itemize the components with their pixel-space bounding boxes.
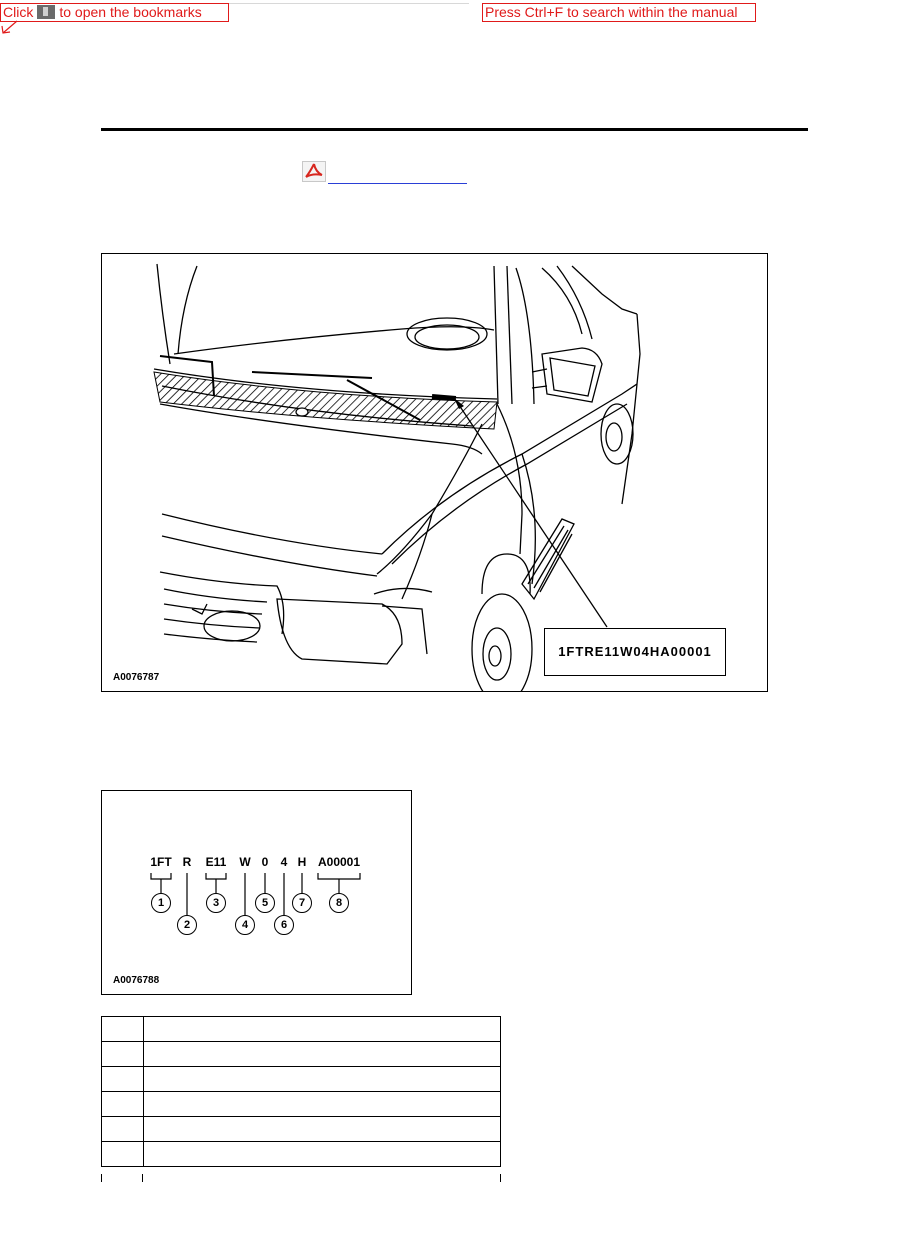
callout-number: 5 [255, 893, 275, 913]
corner-arrow-icon [0, 20, 20, 36]
item-number-cell [102, 1042, 144, 1067]
item-description-cell [144, 1092, 501, 1117]
item-description-cell [144, 1067, 501, 1092]
callout-number: 4 [235, 915, 255, 935]
vin-segment: A00001 [317, 855, 361, 869]
callout-number: 8 [329, 893, 349, 913]
table-row [102, 1117, 501, 1142]
pdf-link-icon[interactable] [302, 161, 326, 182]
bookmark-icon[interactable] [37, 5, 55, 19]
bookmarks-hint-before: Click [3, 4, 34, 20]
truck-illustration [102, 254, 767, 691]
item-number-cell [102, 1142, 144, 1167]
banner-divider [229, 3, 469, 4]
table-row [102, 1017, 501, 1042]
page-header-rule [101, 128, 808, 131]
item-description-cell [144, 1017, 501, 1042]
vin-breakdown-brackets [102, 791, 411, 994]
vin-segment: 4 [280, 855, 288, 869]
vin-breakdown-figure [101, 790, 412, 995]
vin-callout-label: 1FTRE11W04HA00001 [544, 628, 726, 676]
search-hint-banner[interactable] [482, 3, 756, 22]
table-row [102, 1092, 501, 1117]
figure-id: A0076788 [113, 975, 160, 986]
bookmarks-hint-after: to open the bookmarks [59, 4, 202, 20]
callout-number: 2 [177, 915, 197, 935]
vin-location-figure [101, 253, 768, 692]
callout-number: 3 [206, 893, 226, 913]
vin-segment: 0 [261, 855, 269, 869]
item-number-cell [102, 1067, 144, 1092]
vin-legend-table [101, 1016, 501, 1167]
table-row [102, 1042, 501, 1067]
callout-number: 1 [151, 893, 171, 913]
table-row [102, 1142, 501, 1167]
vin-segment: W [239, 855, 251, 869]
table-continuation [101, 1174, 501, 1182]
callout-number: 7 [292, 893, 312, 913]
figure-id: A0076787 [113, 672, 160, 683]
item-number-cell [102, 1117, 144, 1142]
item-description-cell [144, 1142, 501, 1167]
item-description-cell [144, 1042, 501, 1067]
pdf-link-underline[interactable] [328, 183, 467, 184]
item-number-cell [102, 1092, 144, 1117]
search-hint-text: Press Ctrl+F to search within the manual [485, 4, 738, 20]
vin-segment: R [182, 855, 192, 869]
item-number-cell [102, 1017, 144, 1042]
table-row [102, 1067, 501, 1092]
item-description-cell [144, 1117, 501, 1142]
callout-number: 6 [274, 915, 294, 935]
bookmarks-hint-banner[interactable] [0, 3, 229, 22]
vin-segment: 1FT [150, 855, 172, 869]
vin-segment: E11 [205, 855, 227, 869]
vin-segment: H [297, 855, 307, 869]
